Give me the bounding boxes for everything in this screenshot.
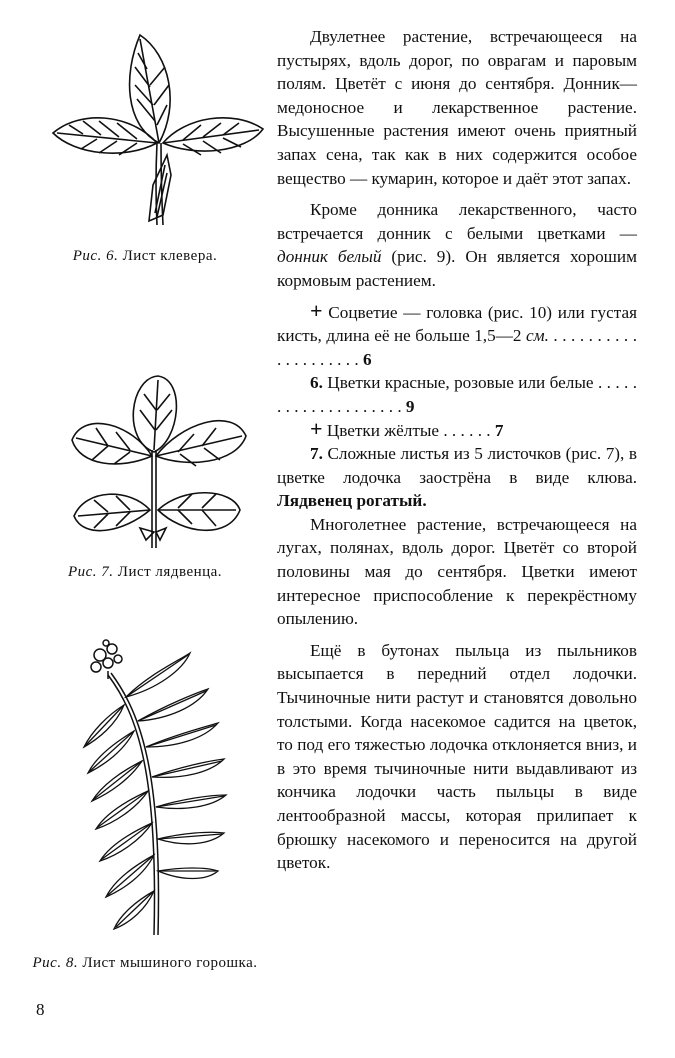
text-column: [277, 25, 637, 875]
caption-figure-8: Рис. 8. Лист мышиного горошка.: [32, 955, 258, 971]
caption-figure-6: Рис. 6. Лист клевера.: [72, 248, 218, 264]
figures-column: [0, 0, 270, 1058]
paragraph-white-melilot: Кроме донника лекарственного, часто встречается донник с белыми цветками — донник белый (рис. 9). Он является хорошим кормовым растением.: [277, 200, 637, 290]
figure-clover-leaf: [45, 25, 265, 235]
species-name: Лядвенец рогатый.: [277, 491, 427, 511]
key-item-yellow: + Цветки жёлтые . . . . . . 7: [310, 415, 504, 441]
figure-trefoil-leaf: [60, 370, 260, 550]
figure-vetch-leaf: [78, 635, 238, 945]
paragraph-pollination: Ещё в бутонах пыльца из пыльников высыпается в передний отдел лодочки. Тычиночные нити растут и становятся довольно толстыми. Когда насекомое садится на цветок, то под его тяжестью лодочка отклоняется вниз, и в это время тычиночные нити выдавливают из кончика лодочки часть пыльцы в виде лентообразной массы, которая прилипает к брюшку насекомого и переносится на другой цветок.: [277, 640, 637, 873]
key-cross-marker: +: [310, 415, 323, 441]
paragraph-trefoil-description: Многолетнее растение, встречающееся на лугах, полянах, вдоль дорог. Цветёт со второй половины мая до сентября. Цветки имеют интересное приспособление к перекрёстному опылению.: [277, 514, 637, 629]
caption-figure-7: Рис. 7. Лист лядвенца.: [67, 564, 223, 580]
vetch-leaf-illustration: [78, 635, 238, 945]
page-number: 8: [36, 1000, 45, 1019]
trefoil-leaf-illustration: [60, 370, 260, 550]
key-cross-marker: +: [310, 297, 323, 323]
paragraph-description: Двулетнее растение, встречающееся на пустырях, вдоль дорог, по оврагам и паровым полям. Цветёт с июня до сентября. Донник—медоносное и лекарственное растение. Высушенные растения имеют очень приятный запах сена, так как в них содержится особое вещество — кумарин, которое и даёт этот запах.: [277, 27, 637, 188]
key-item-7: 7. Сложные листья из 5 листочков (рис. 7), в цветке лодочка заострёна в виде клюва. Лядвенец рогатый.: [277, 444, 637, 511]
key-item-6: 6. Цветки красные, розовые или белые . . . . . . . . . . . . . . . . . . . . 9: [277, 373, 638, 416]
clover-leaf-illustration: [45, 25, 265, 235]
key-item-inflorescence: + Соцветие — головка (рис. 10) или густая кисть, длина её не больше 1,5—2 см. . . . . . . . . . . . . . . . . . . . . 6: [277, 297, 638, 369]
